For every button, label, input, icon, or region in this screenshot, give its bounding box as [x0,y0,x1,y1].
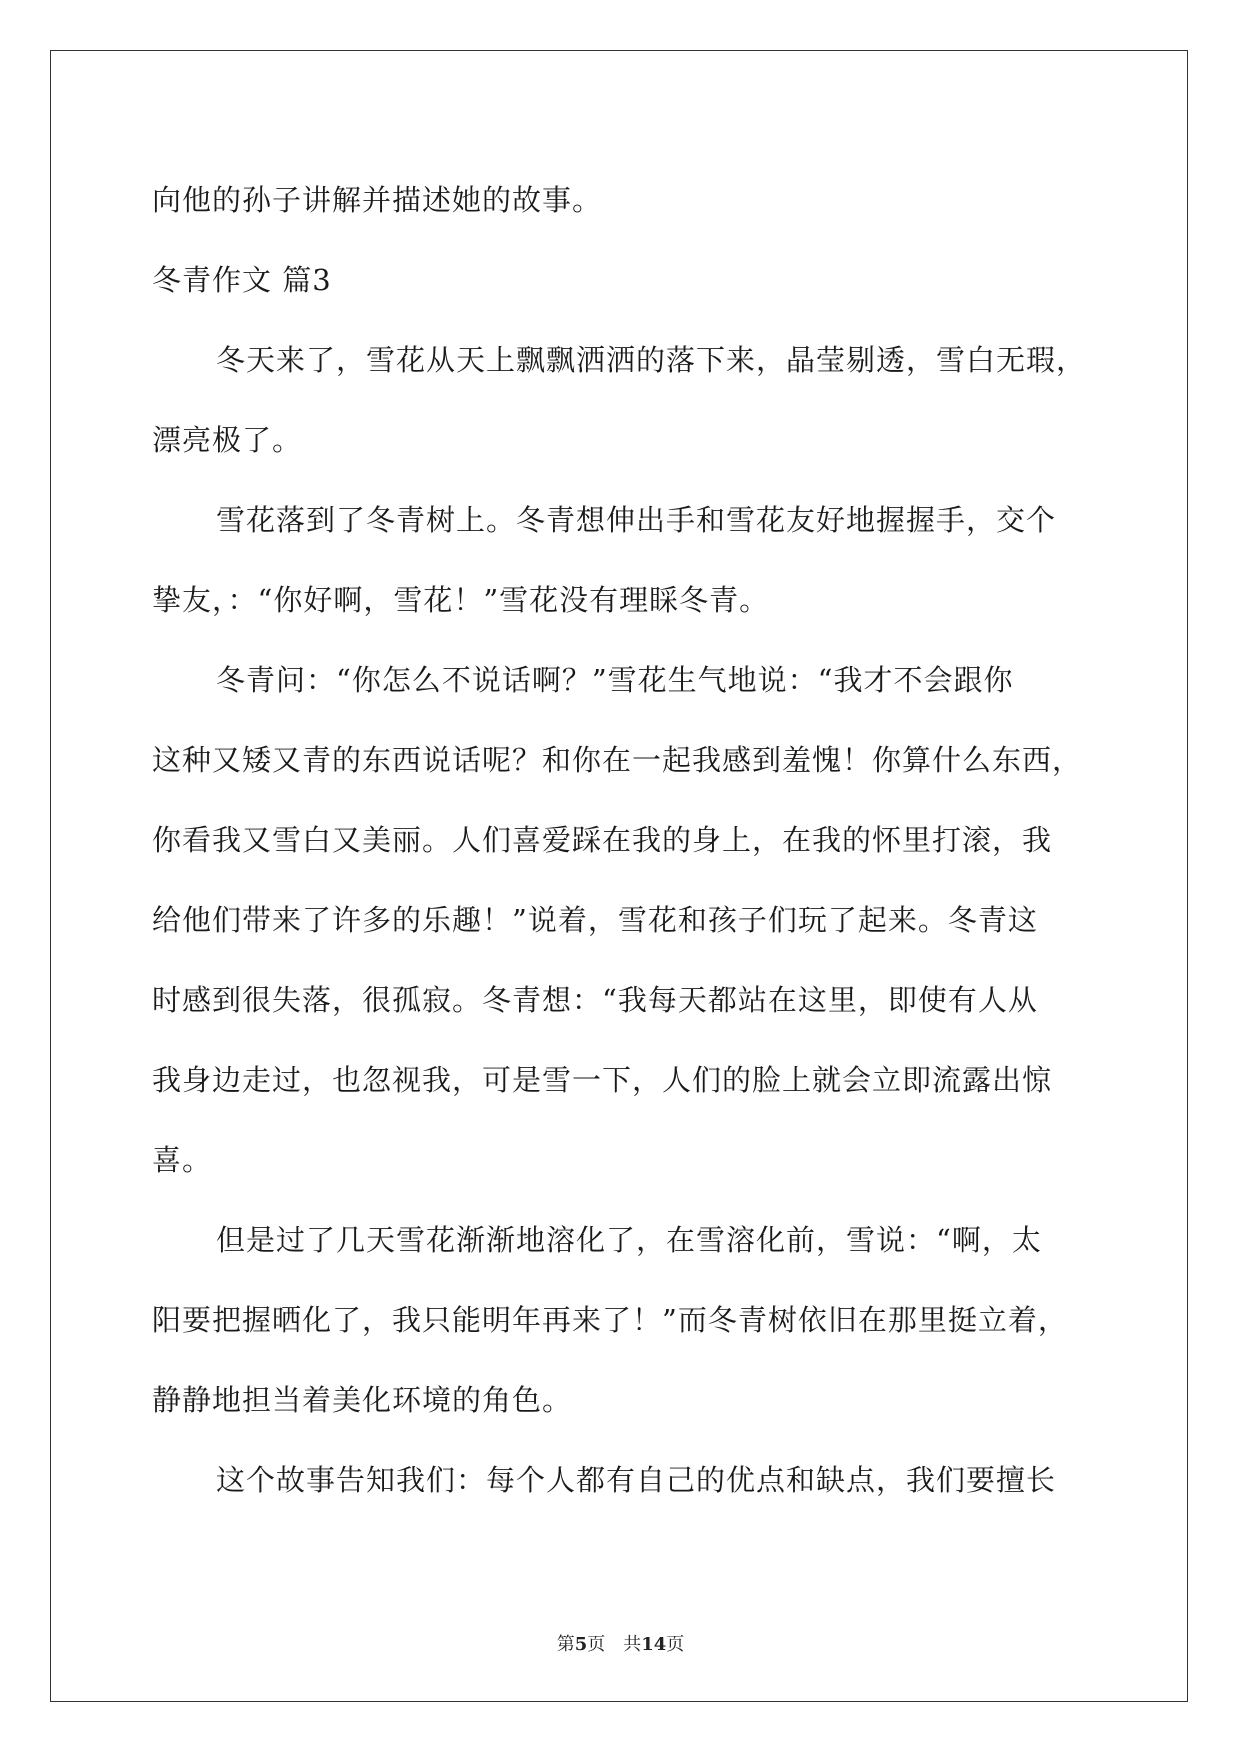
text-line: 阳要把握晒化了，我只能明年再来了！”而冬青树依旧在那里挺立着， [152,1303,1068,1337]
page-footer [0,1630,1241,1656]
paragraph-start: 雪花落到了冬青树上。冬青想伸出手和雪花友好地握握手，交个 [216,503,1057,537]
document-body [152,160,1092,1520]
text-line: 挚友，：“你好啊，雪花！”雪花没有理睬冬青。 [152,583,770,617]
text-line: 漂亮极了。 [152,423,303,457]
footer-suffix: 页 [666,1634,685,1655]
section-heading: 冬青作文 篇3 [152,263,332,297]
paragraph-start: 但是过了几天雪花渐渐地溶化了，在雪溶化前，雪说：“啊，太 [216,1223,1042,1257]
text-line: 这种又矮又青的东西说话呢？和你在一起我感到羞愧！你算什么东西， [152,743,1083,777]
footer-prefix: 第 [556,1634,575,1655]
text-line: 时感到很失落，很孤寂。冬青想：“我每天都站在这里，即使有人从 [152,983,1038,1017]
paragraph-start: 冬青问：“你怎么不说话啊？”雪花生气地说：“我才不会跟你 [216,663,1014,697]
current-page-number: 5 [574,1634,588,1655]
text-line: 你看我又雪白又美丽。人们喜爱踩在我的身上，在我的怀里打滚，我 [152,823,1053,857]
total-page-count: 14 [641,1634,667,1655]
paragraph-start: 这个故事告知我们：每个人都有自己的优点和缺点，我们要擅长 [216,1463,1057,1497]
text-line: 静静地担当着美化环境的角色。 [152,1383,573,1417]
text-line: 喜。 [152,1143,213,1177]
paragraph-start: 冬天来了，雪花从天上飘飘洒洒的落下来，晶莹剔透，雪白无瑕， [216,343,1087,377]
text-line: 我身边走过，也忽视我，可是雪一下，人们的脸上就会立即流露出惊 [152,1063,1053,1097]
text-line: 向他的孙子讲解并描述她的故事。 [152,183,603,217]
text-line: 给他们带来了许多的乐趣！”说着，雪花和孩子们玩了起来。冬青这 [152,903,1038,937]
footer-mid: 页 共 [587,1634,642,1655]
